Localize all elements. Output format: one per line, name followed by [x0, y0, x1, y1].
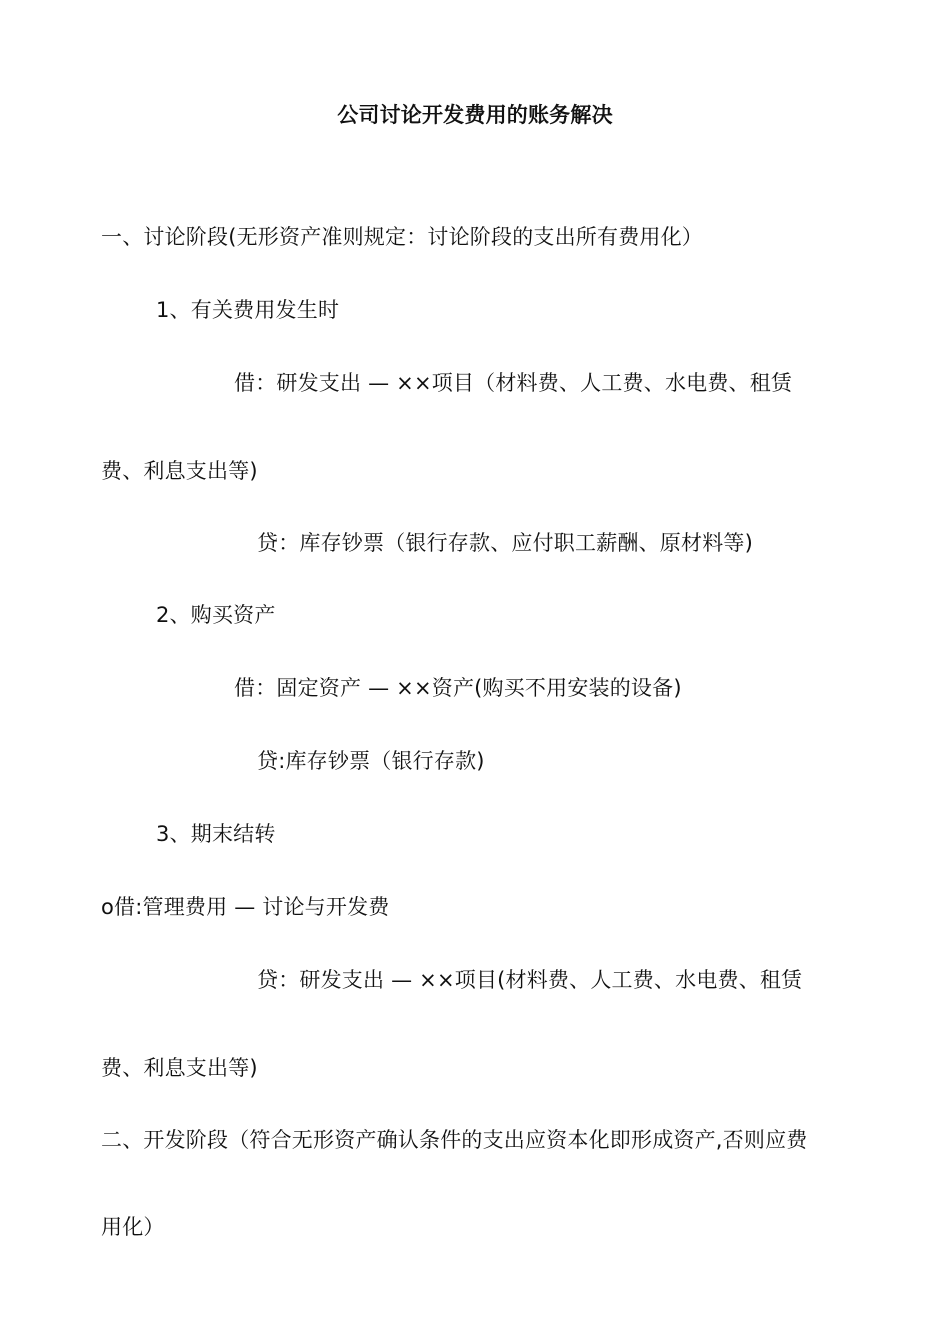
section-development-phase-heading-continued: 用化）: [101, 1215, 165, 1239]
credit-cash-bank-entry: 贷:库存钞票（银行存款): [257, 749, 485, 773]
section-development-phase-heading: 二、开发阶段（符合无形资产确认条件的支出应资本化即形成资产,否则应费: [101, 1128, 808, 1152]
credit-rd-expense-entry: 贷：研发支出 — ××项目(材料费、人工费、水电费、租赁: [257, 968, 803, 992]
credit-cash-entry: 贷：库存钞票（银行存款、应付职工薪酬、原材料等): [257, 531, 753, 555]
section-research-phase-heading: 一、讨论阶段(无形资产准则规定：讨论阶段的支出所有费用化）: [101, 225, 703, 249]
debit-rd-expense-entry-continued: 费、利息支出等): [101, 459, 258, 483]
item-period-end-transfer-heading: 3、期末结转: [156, 822, 276, 846]
debit-management-expense-entry: o借:管理费用 — 讨论与开发费: [101, 895, 390, 919]
item-purchase-assets-heading: 2、购买资产: [156, 603, 276, 627]
debit-rd-expense-entry: 借：研发支出 — ××项目（材料费、人工费、水电费、租赁: [234, 371, 793, 395]
item-expense-occurred-heading: 1、有关费用发生时: [156, 298, 340, 322]
document-title: 公司讨论开发费用的账务解决: [337, 103, 613, 127]
credit-rd-expense-entry-continued: 费、利息支出等): [101, 1056, 258, 1080]
debit-fixed-assets-entry: 借：固定资产 — ××资产(购买不用安装的设备): [234, 676, 682, 700]
